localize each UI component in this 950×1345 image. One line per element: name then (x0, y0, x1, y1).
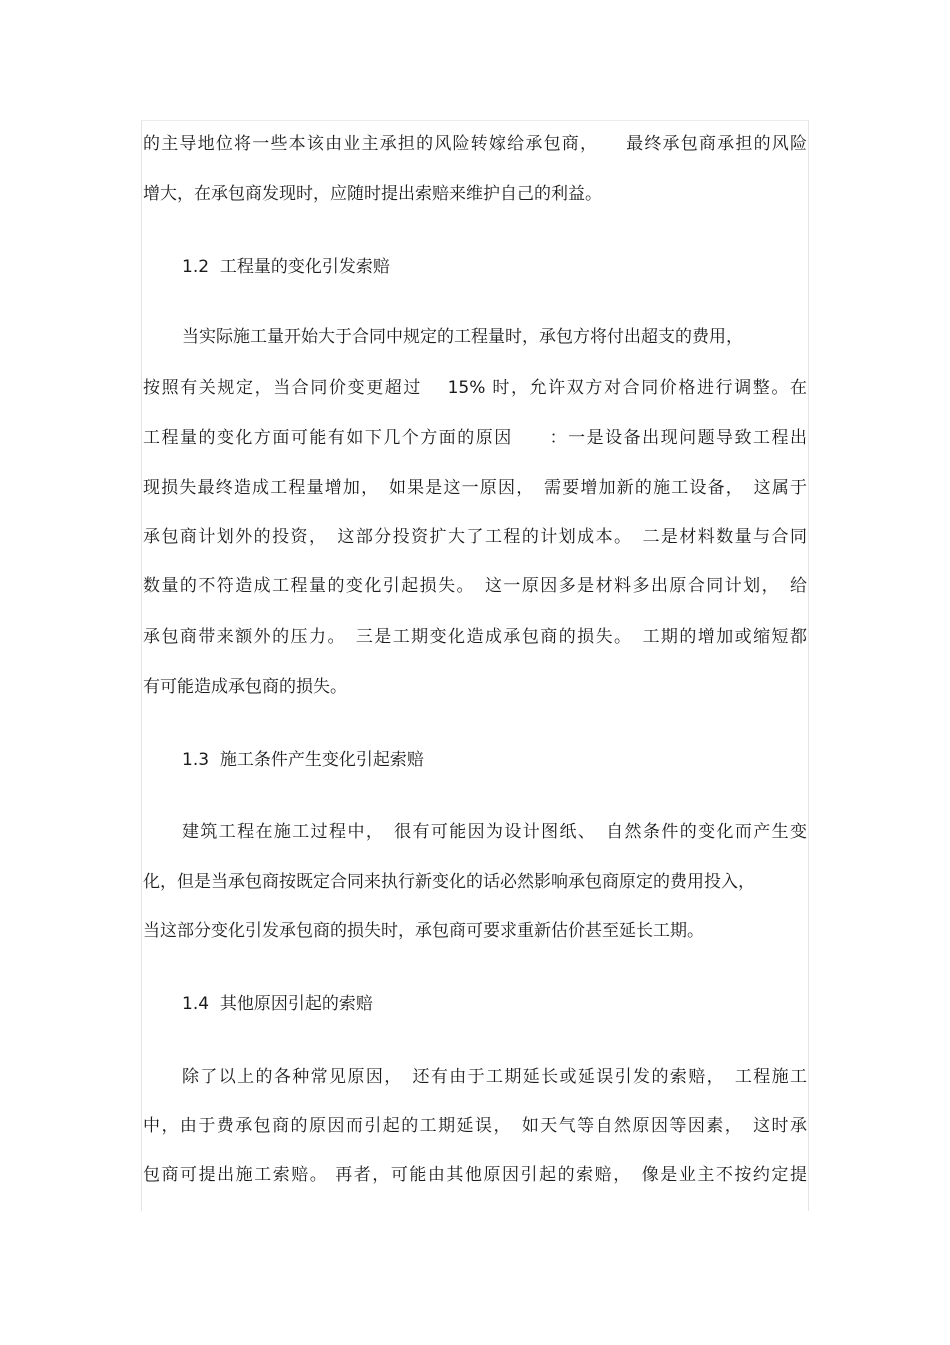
body-text-line: 增大，在承包商发现时，应随时提出索赔来维护自己的利益。 (143, 184, 602, 204)
body-text-line: 有可能造成承包商的损失。 (143, 677, 347, 697)
body-text-line: 当这部分变化引发承包商的损失时，承包商可要求重新估价甚至延长工期。 (143, 921, 704, 941)
section-heading-1-2: 1.2 工程量的变化引发索赔 (182, 257, 390, 277)
page-frame (141, 120, 809, 1211)
body-text-line: 中，由于费承包商的原因而引起的工期延误， 如天气等自然原因等因素， 这时承 (143, 1116, 807, 1136)
body-text-line: 当实际施工量开始大于合同中规定的工程量时，承包方将付出超支的费用， (182, 327, 743, 347)
body-text-line: 承包商带来额外的压力。 三是工期变化造成承包商的损失。 工期的增加或缩短都 (143, 627, 807, 647)
section-heading-1-3: 1.3 施工条件产生变化引起索赔 (182, 750, 424, 770)
body-text-line: 除了以上的各种常见原因， 还有由于工期延长或延误引发的索赔， 工程施工 (182, 1067, 807, 1087)
body-text-line: 的主导地位将一些本该由业主承担的风险转嫁给承包商， 最终承包商承担的风险 (143, 134, 807, 154)
section-heading-1-4: 1.4 其他原因引起的索赔 (182, 994, 373, 1014)
body-text-line: 化，但是当承包商按既定合同来执行新变化的话必然影响承包商原定的费用投入， (143, 872, 755, 892)
body-text-line: 承包商计划外的投资， 这部分投资扩大了工程的计划成本。 二是材料数量与合同 (143, 527, 807, 547)
body-text-line: 包商可提出施工索赔。 再者，可能由其他原因引起的索赔， 像是业主不按约定提 (143, 1165, 807, 1185)
body-text-line: 数量的不符造成工程量的变化引起损失。 这一原因多是材料多出原合同计划， 给 (143, 576, 807, 596)
body-text-line: 现损失最终造成工程量增加， 如果是这一原因， 需要增加新的施工设备， 这属于 (143, 478, 807, 498)
body-text-line: 建筑工程在施工过程中， 很有可能因为设计图纸、 自然条件的变化而产生变 (182, 822, 807, 842)
body-text-line: 按照有关规定，当合同价变更超过 15% 时，允许双方对合同价格进行调整。在 (143, 378, 807, 398)
body-text-line: 工程量的变化方面可能有如下几个方面的原因 ：一是设备出现问题导致工程出 (143, 428, 807, 448)
